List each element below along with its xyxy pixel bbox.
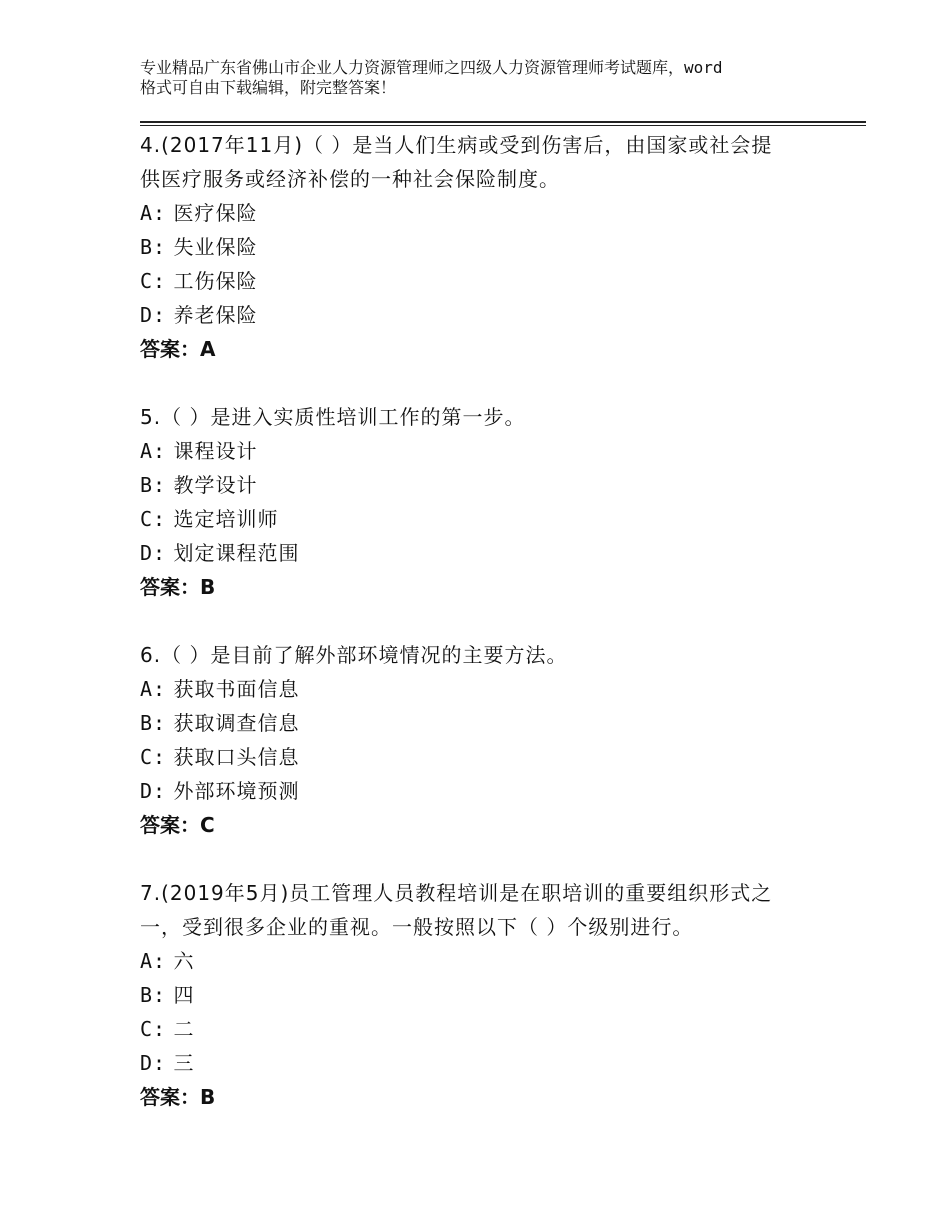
question-stem: 7.(2019年5月)员工管理人员教程培训是在职培训的重要组织形式之 [140, 881, 773, 905]
question-7 [140, 876, 840, 1114]
option-letter: A: [140, 949, 167, 973]
option-text: 养老保险 [173, 303, 258, 327]
question-stem-continued: 供医疗服务或经济补偿的一种社会保险制度。 [140, 167, 560, 191]
question-stem: 4.(2017年11月)（ ）是当人们生病或受到伤害后，由国家或社会提 [140, 133, 773, 157]
header-line-2: 格式可自由下载编辑，附完整答案！ [140, 78, 397, 97]
question-stem-continued: 一，受到很多企业的重视。一般按照以下（ ）个级别进行。 [140, 915, 694, 939]
option-b [140, 468, 840, 502]
question-4 [140, 128, 840, 366]
question-stem: 5.（ ）是进入实质性培训工作的第一步。 [140, 405, 526, 429]
option-text: 六 [173, 949, 195, 973]
option-text: 二 [173, 1017, 195, 1041]
question-stem: 6.（ ）是目前了解外部环境情况的主要方法。 [140, 643, 568, 667]
option-letter: D: [140, 1051, 167, 1075]
option-letter: A: [140, 439, 167, 463]
question-5 [140, 400, 840, 604]
option-text: 医疗保险 [173, 201, 258, 225]
option-c [140, 740, 840, 774]
header-rule-thick [140, 121, 866, 123]
option-text: 外部环境预测 [173, 779, 300, 803]
option-d [140, 774, 840, 808]
option-letter: D: [140, 541, 167, 565]
option-letter: C: [140, 1017, 167, 1041]
option-letter: D: [140, 779, 167, 803]
option-letter: C: [140, 507, 167, 531]
option-letter: B: [140, 235, 167, 259]
option-d [140, 298, 840, 332]
option-a [140, 672, 840, 706]
option-text: 失业保险 [173, 235, 258, 259]
option-text: 教学设计 [173, 473, 258, 497]
option-text: 获取口头信息 [173, 745, 300, 769]
option-text: 三 [173, 1051, 195, 1075]
option-text: 工伤保险 [173, 269, 258, 293]
option-c [140, 264, 840, 298]
document-header [140, 58, 830, 98]
option-a [140, 434, 840, 468]
option-text: 选定培训师 [173, 507, 279, 531]
option-d [140, 536, 840, 570]
answer-line: 答案：C [140, 813, 215, 837]
option-b [140, 706, 840, 740]
header-rule-thin [140, 125, 866, 126]
option-c [140, 1012, 840, 1046]
option-text: 划定课程范围 [173, 541, 300, 565]
option-letter: B: [140, 983, 167, 1007]
option-b [140, 230, 840, 264]
question-list [140, 128, 840, 1148]
option-text: 四 [173, 983, 195, 1007]
option-a [140, 944, 840, 978]
option-text: 课程设计 [173, 439, 258, 463]
option-letter: B: [140, 711, 167, 735]
option-letter: C: [140, 745, 167, 769]
option-letter: D: [140, 303, 167, 327]
answer-line: 答案：A [140, 337, 216, 361]
option-letter: A: [140, 677, 167, 701]
option-b [140, 978, 840, 1012]
option-letter: B: [140, 473, 167, 497]
option-letter: A: [140, 201, 167, 225]
option-letter: C: [140, 269, 167, 293]
option-text: 获取书面信息 [173, 677, 300, 701]
option-a [140, 196, 840, 230]
question-6 [140, 638, 840, 842]
answer-line: 答案：B [140, 1085, 216, 1109]
option-d [140, 1046, 840, 1080]
option-text: 获取调查信息 [173, 711, 300, 735]
option-c [140, 502, 840, 536]
header-line-1: 专业精品广东省佛山市企业人力资源管理师之四级人力资源管理师考试题库，word [140, 58, 723, 77]
answer-line: 答案：B [140, 575, 216, 599]
